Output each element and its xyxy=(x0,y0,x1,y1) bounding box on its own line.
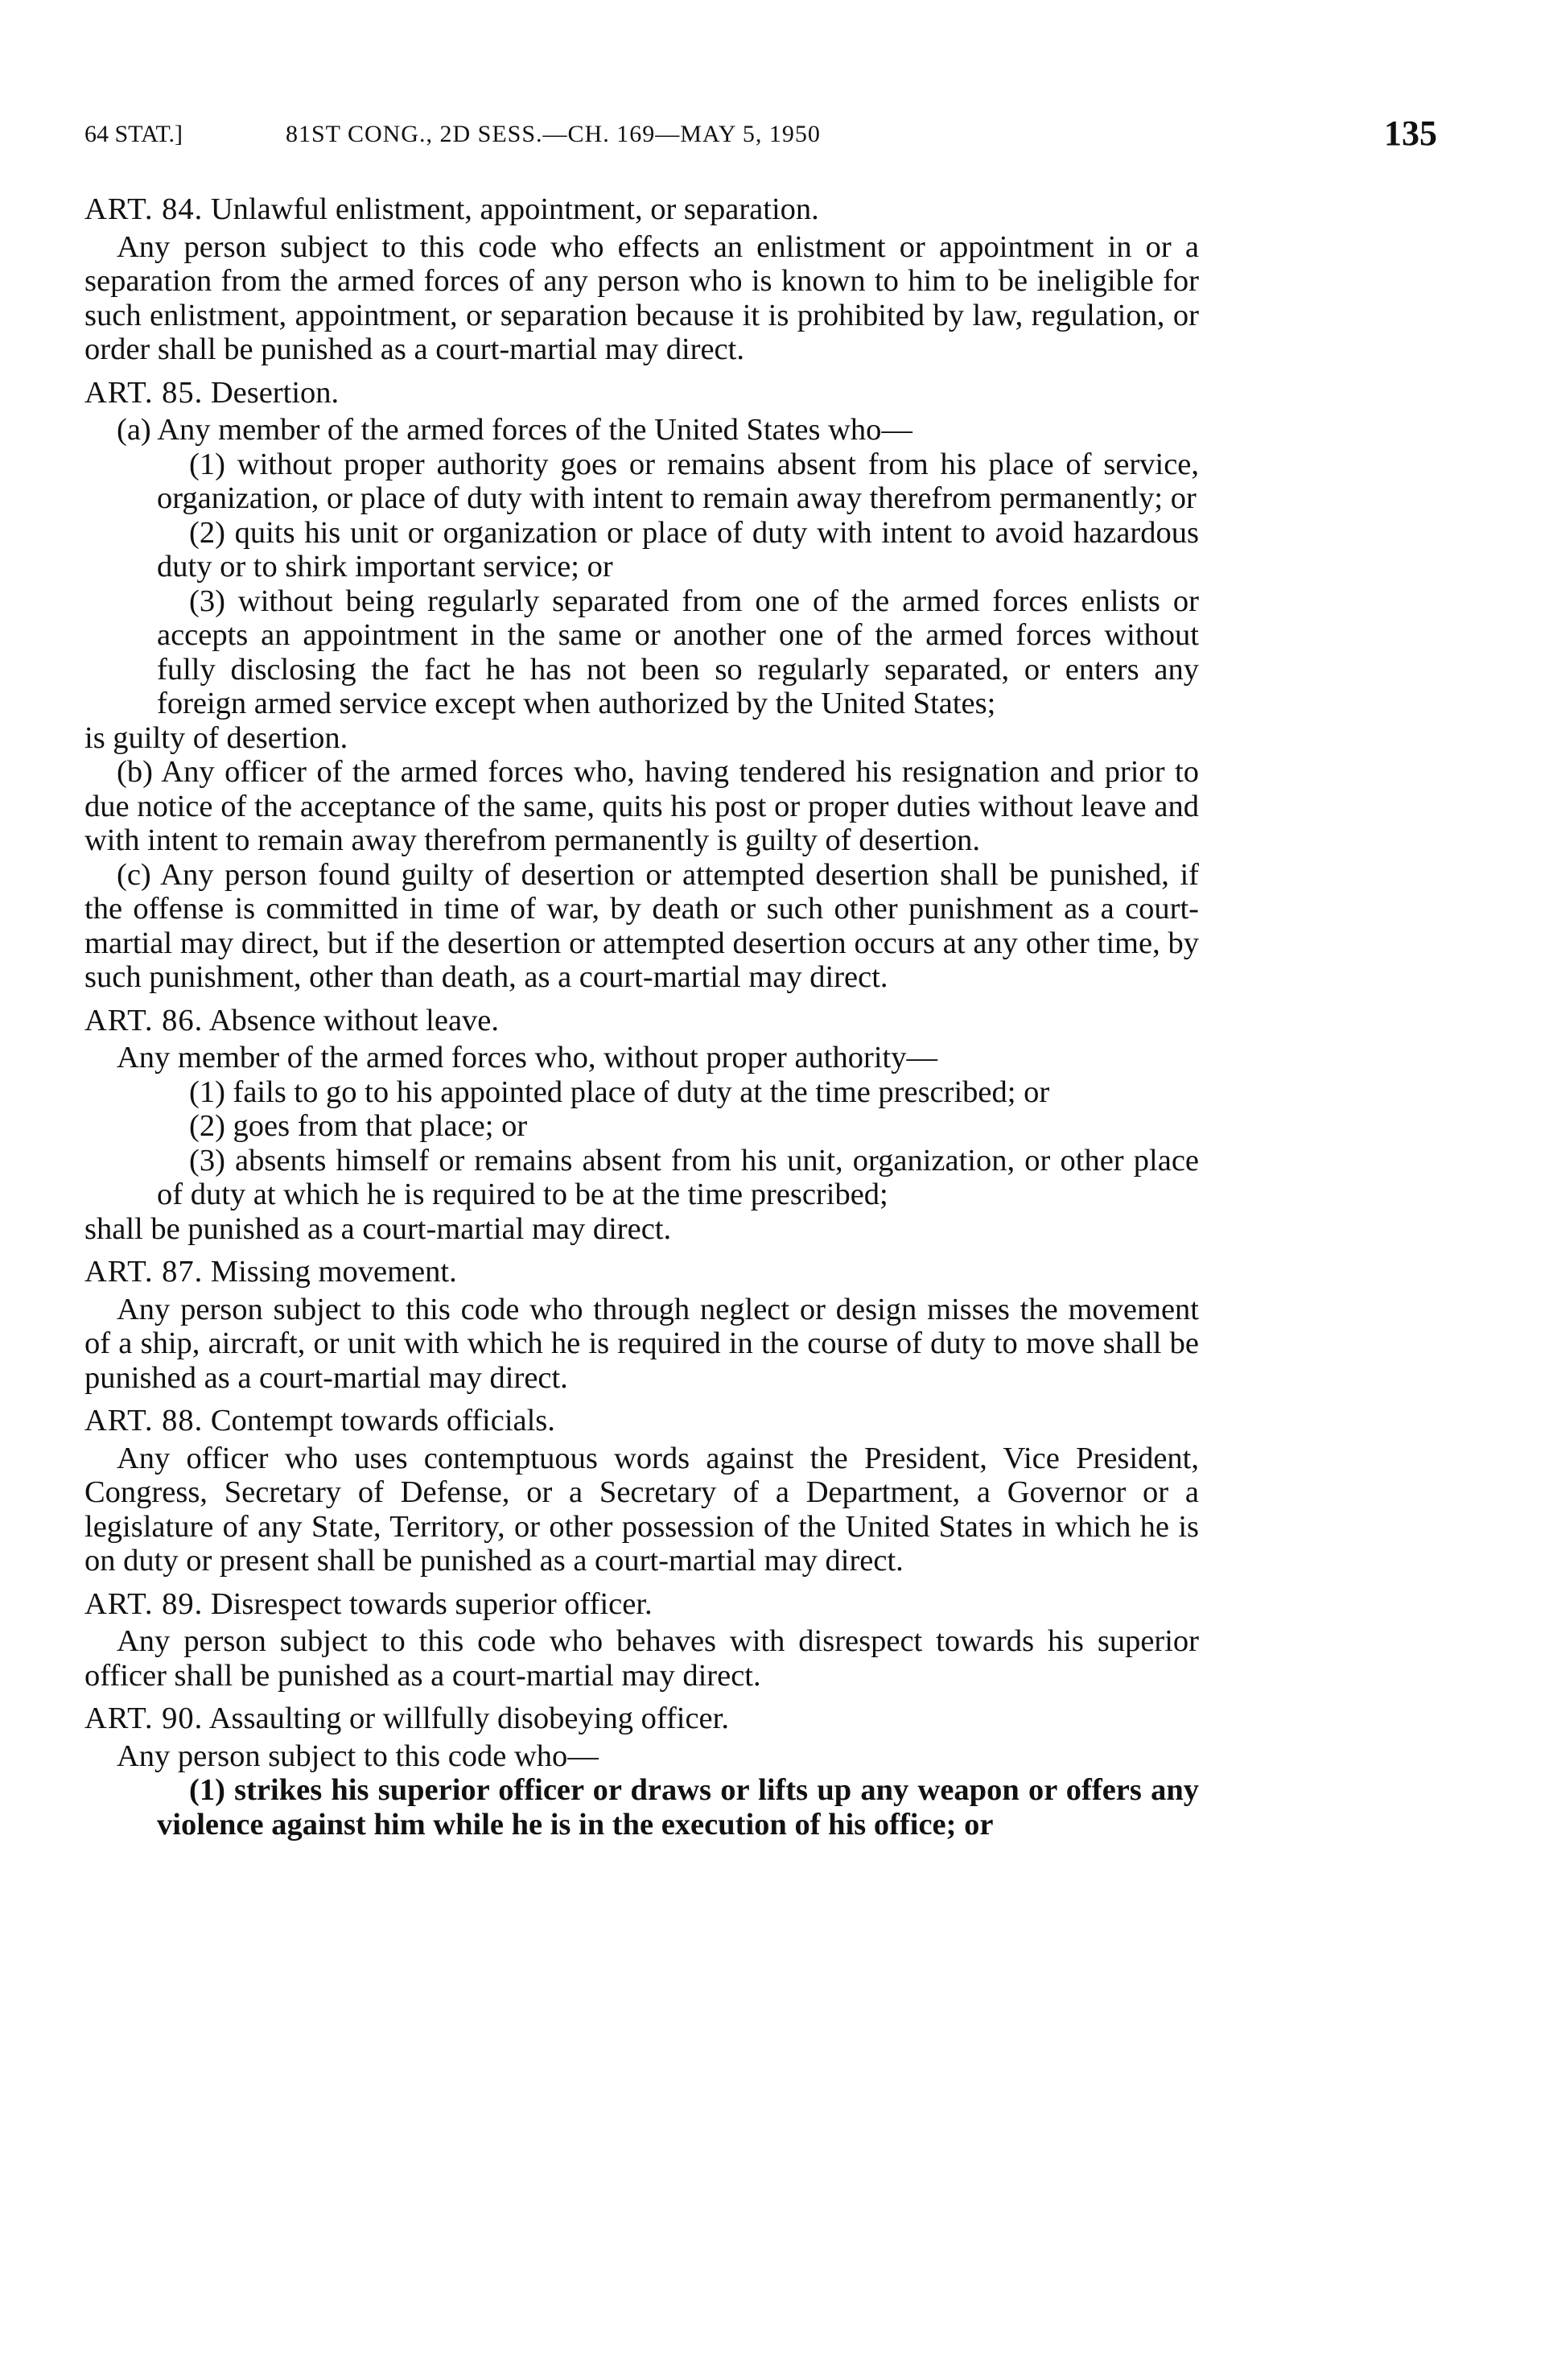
document-body xyxy=(84,184,1199,1842)
article-85-clause-1: (1) without proper authority goes or remains absent from his place of service, organization, or place of duty with intent to remain away therefrom permanently; or xyxy=(157,447,1199,515)
article-87-text: Any person subject to this code who through neglect or design misses the movement of a ship, aircraft, or unit with which he is required in the course of duty to move shall be punished as a court-martial may direct. xyxy=(84,1292,1199,1395)
article-88-text: Any officer who uses contemptuous words against the President, Vice President, Congress, Secretary of Defense, or a Secretary of a Department, a Governor or a legislature of any State, Territory, or other possession of the United States in which he is on duty or present shall be punished as a court-martial may direct. xyxy=(84,1441,1199,1578)
article-86-heading xyxy=(84,1004,1199,1038)
article-84-text: Any person subject to this code who effects an enlistment or appointment in or a separation from the armed forces of any person who is known to him to be ineligible for such enlistment, appointment, or separation because it is prohibited by law, regulation, or order shall be punished as a court-martial may direct. xyxy=(84,229,1199,366)
article-title: Absence without leave. xyxy=(208,1003,500,1037)
article-number: ART. 87. xyxy=(84,1255,204,1289)
article-title: Contempt towards officials. xyxy=(210,1404,555,1437)
article-title: Assaulting or willfully disobeying officer. xyxy=(208,1701,729,1735)
article-title: Missing movement. xyxy=(210,1255,457,1289)
article-number: ART. 84. xyxy=(84,192,204,226)
article-number: ART. 86. xyxy=(84,1003,204,1037)
article-90-clause-1: (1) strikes his superior officer or draws or lifts up any weapon or offers any violence against him while he is in the execution of his office; or xyxy=(157,1773,1199,1842)
article-89-heading xyxy=(84,1587,1199,1622)
article-84-heading xyxy=(84,192,1199,227)
article-86-clause-3: (3) absents himself or remains absent from his unit, organization, or other place of duty at which he is required to be at the time prescribed; xyxy=(157,1143,1199,1211)
article-85-subsection-c: (c) Any person found guilty of desertion or attempted desertion shall be punished, if the offense is committed in time of war, by death or such other punishment as a court-martial may direct, but if the desertion or attempted desertion occurs at any other time, by such punishment, other than death, as a court-martial may direct. xyxy=(84,857,1199,994)
article-number: ART. 88. xyxy=(84,1404,204,1437)
page-header xyxy=(84,113,1452,169)
article-85-subsection-b: (b) Any officer of the armed forces who, having tendered his resignation and prior to due notice of the acceptance of the same, quits his post or proper duties without leave and with intent to remain away therefrom permanently is guilty of desertion. xyxy=(84,755,1199,857)
article-85-heading xyxy=(84,376,1199,410)
article-number: ART. 85. xyxy=(84,375,204,410)
article-title: Unlawful enlistment, appointment, or separation. xyxy=(210,192,819,226)
page-number: 135 xyxy=(1384,113,1437,153)
article-86-clause-2: (2) goes from that place; or xyxy=(189,1109,528,1143)
article-85-clause-3: (3) without being regularly separated from one of the armed forces enlists or accepts an appointment in the same or another one of the armed forces without fully disclosing the fact he has not been so regularly separated, or enters any foreign armed service except when authorized by the United States; xyxy=(157,584,1199,720)
article-86-clause-1: (1) fails to go to his appointed place of duty at the time prescribed; or xyxy=(189,1075,1050,1109)
article-title: Disrespect towards superior officer. xyxy=(210,1586,653,1621)
article-89-text: Any person subject to this code who behaves with disrespect towards his superior officer shall be punished as a court-martial may direct. xyxy=(84,1624,1199,1693)
statute-reference: 64 STAT.] xyxy=(84,121,183,147)
session-heading: 81ST CONG., 2D SESS.—CH. 169—MAY 5, 1950 xyxy=(286,121,821,147)
article-90-intro: Any person subject to this code who— xyxy=(117,1739,599,1773)
article-85-subsection-a-close: is guilty of desertion. xyxy=(84,720,348,755)
article-number: ART. 90. xyxy=(84,1701,204,1735)
article-90-heading xyxy=(84,1701,1199,1736)
article-85-clause-2: (2) quits his unit or organization or place of duty with intent to avoid hazardous duty or to shirk important service; or xyxy=(157,515,1199,584)
article-88-heading xyxy=(84,1404,1199,1438)
article-86-close: shall be punished as a court-martial may direct. xyxy=(84,1211,672,1246)
article-number: ART. 89. xyxy=(84,1586,204,1621)
article-86-intro: Any member of the armed forces who, without proper authority— xyxy=(117,1041,937,1075)
article-title: Desertion. xyxy=(210,375,340,410)
article-87-heading xyxy=(84,1255,1199,1289)
article-85-subsection-a-intro: (a) Any member of the armed forces of the United States who— xyxy=(117,413,912,447)
